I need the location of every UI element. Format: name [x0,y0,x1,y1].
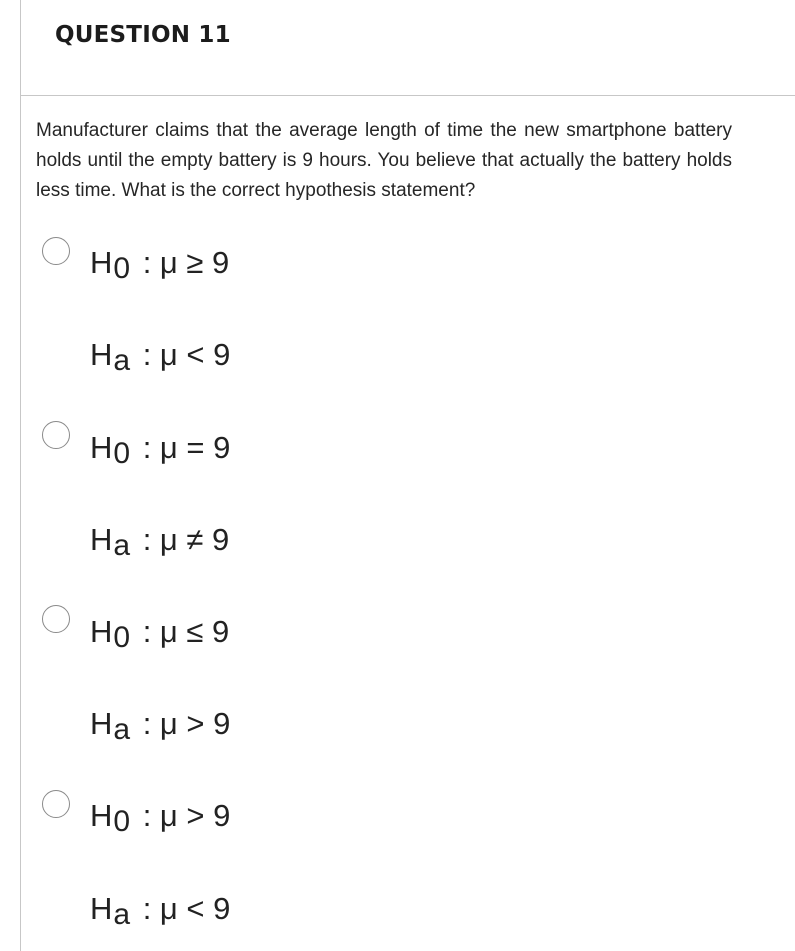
h-subscript: 0 [113,805,131,838]
h-subscript: a [113,898,131,931]
hypothesis-relation: : μ = 9 [142,430,231,465]
hypothesis-relation: : μ > 9 [142,706,231,741]
h-symbol: H [90,891,113,926]
option-3-null-hypothesis[interactable] [90,614,230,654]
h-symbol: H [90,522,113,557]
h-symbol: H [90,614,113,649]
hypothesis-relation: : μ ≠ 9 [142,522,230,557]
left-border [20,0,21,951]
option-4-alt-hypothesis[interactable] [90,891,231,931]
option-2-radio[interactable] [42,421,70,449]
h-subscript: 0 [113,252,131,285]
hypothesis-relation: : μ > 9 [142,798,231,833]
option-4-radio[interactable] [42,790,70,818]
h-subscript: a [113,529,131,562]
option-1-radio[interactable] [42,237,70,265]
h-subscript: a [113,344,131,377]
h-subscript: 0 [113,437,131,470]
question-title: QUESTION 11 [55,22,231,48]
h-subscript: a [113,713,131,746]
question-prompt: Manufacturer claims that the average length of time the new smartphone battery holds until the empty battery is 9 hours. You believe that actually the battery holds less time. What is the correct hypothesis statement? [36,120,732,201]
option-1-alt-hypothesis[interactable] [90,337,231,377]
option-2-null-hypothesis[interactable] [90,430,231,470]
hypothesis-relation: : μ ≥ 9 [142,245,230,280]
option-4-null-hypothesis[interactable] [90,798,231,838]
hypothesis-relation: : μ < 9 [142,891,231,926]
option-1-null-hypothesis[interactable] [90,245,230,285]
h-symbol: H [90,245,113,280]
question-header [21,0,795,96]
option-2-alt-hypothesis[interactable] [90,522,230,562]
option-3-radio[interactable] [42,605,70,633]
h-subscript: 0 [113,621,131,654]
h-symbol: H [90,798,113,833]
hypothesis-relation: : μ ≤ 9 [142,614,230,649]
option-3-alt-hypothesis[interactable] [90,706,231,746]
h-symbol: H [90,706,113,741]
h-symbol: H [90,337,113,372]
h-symbol: H [90,430,113,465]
hypothesis-relation: : μ < 9 [142,337,231,372]
